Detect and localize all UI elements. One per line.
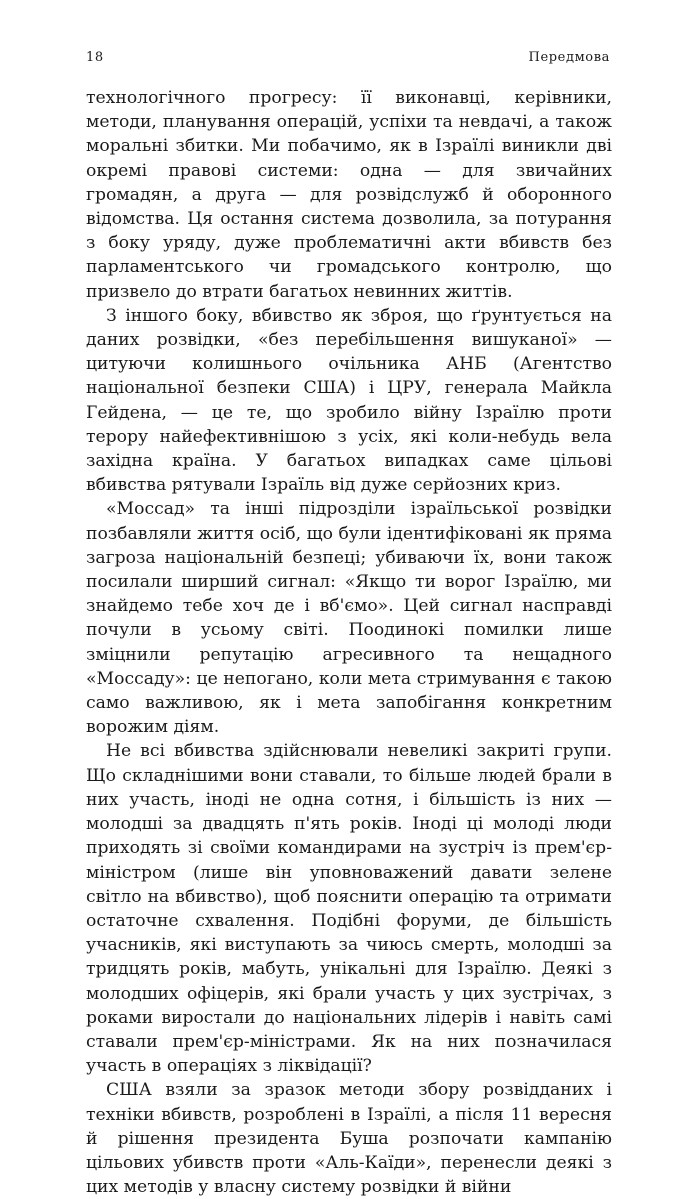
running-header xyxy=(86,50,610,65)
body-text xyxy=(86,86,612,1199)
section-title: Передмова xyxy=(528,50,610,65)
paragraph: США взяли за зразок методи збору розвідданих і техніки вбивств, розроблені в Ізраїлі, а після 11 вересня й рішення президента Буша розпочати кампанію цільових убивств проти «Аль-Каїди», перенесли деякі з цих методів у власну систему розвідки й війни xyxy=(86,1080,612,1198)
paragraph: З іншого боку, вбивство як зброя, що ґрунтується на даних розвідки, «без перебільшення вишуканої» — цитуючи колишнього очільника АНБ (Агентство національної безпеки США) і ЦРУ, генерала Майкла Гейдена, — це те, що зробило війну Ізраїлю проти терору найефективнішою з усіх, які коли-небудь вела західна країна. У багатьох випадках саме цільові вбивства рятували Ізраїль від дуже серйозних криз. xyxy=(86,305,612,496)
page-number: 18 xyxy=(86,50,104,65)
paragraph: «Моссад» та інші підрозділи ізраїльської розвідки позбавляли життя осіб, що були ідентифіковані як пряма загроза національній безпеці; убиваючи їх, вони також посилали ширший сигнал: «Якщо ти ворог Ізраїлю, ми знайдемо тебе хоч де і вб'ємо». Цей сигнал насправді почули в усьому світі. Поодинокі помилки лише зміцнили репутацію агресивного та нещадного «Моссаду»: це непогано, коли мета стримування є такою само важливою, як і мета запобігання конкретним ворожим діям. xyxy=(86,499,612,738)
paragraph: технологічного прогресу: її виконавці, керівники, методи, планування операцій, успіхи та невдачі, а також моральні збитки. Ми побачимо, як в Ізраїлі виникли дві окремі правові системи: одна — для звичайних громадян, а друга — для розвідслужб й оборонного відомства. Ця остання система дозволила, за потурання з боку уряду, дуже проблематичні акти вбивств без парламентського чи громадського контролю, що призвело до втрати багатьох невинних життів. xyxy=(86,88,612,302)
paragraph: Не всі вбивства здійснювали невеликі закриті групи. Що складнішими вони ставали, то більше людей брали в них участь, іноді не одна сотня, і більшість із них — молодші за двадцять п'ять років. Іноді ці молоді люди приходять зі своїми командирами на зустріч із прем'єр-міністром (лише він уповноважений давати зелене світло на вбивство), щоб пояснити операцію та отримати остаточне схвалення. Подібні форуми, де більшість учасників, які виступають за чиюсь смерть, молодші за тридцять років, мабуть, унікальні для Ізраїлю. Деякі з молодших офіцерів, які брали участь у цих зустрічах, з роками виростали до національних лідерів і навіть самі ставали прем'єр-міністрами. Як на них позначилася участь в операціях з ліквідації? xyxy=(86,741,612,1077)
